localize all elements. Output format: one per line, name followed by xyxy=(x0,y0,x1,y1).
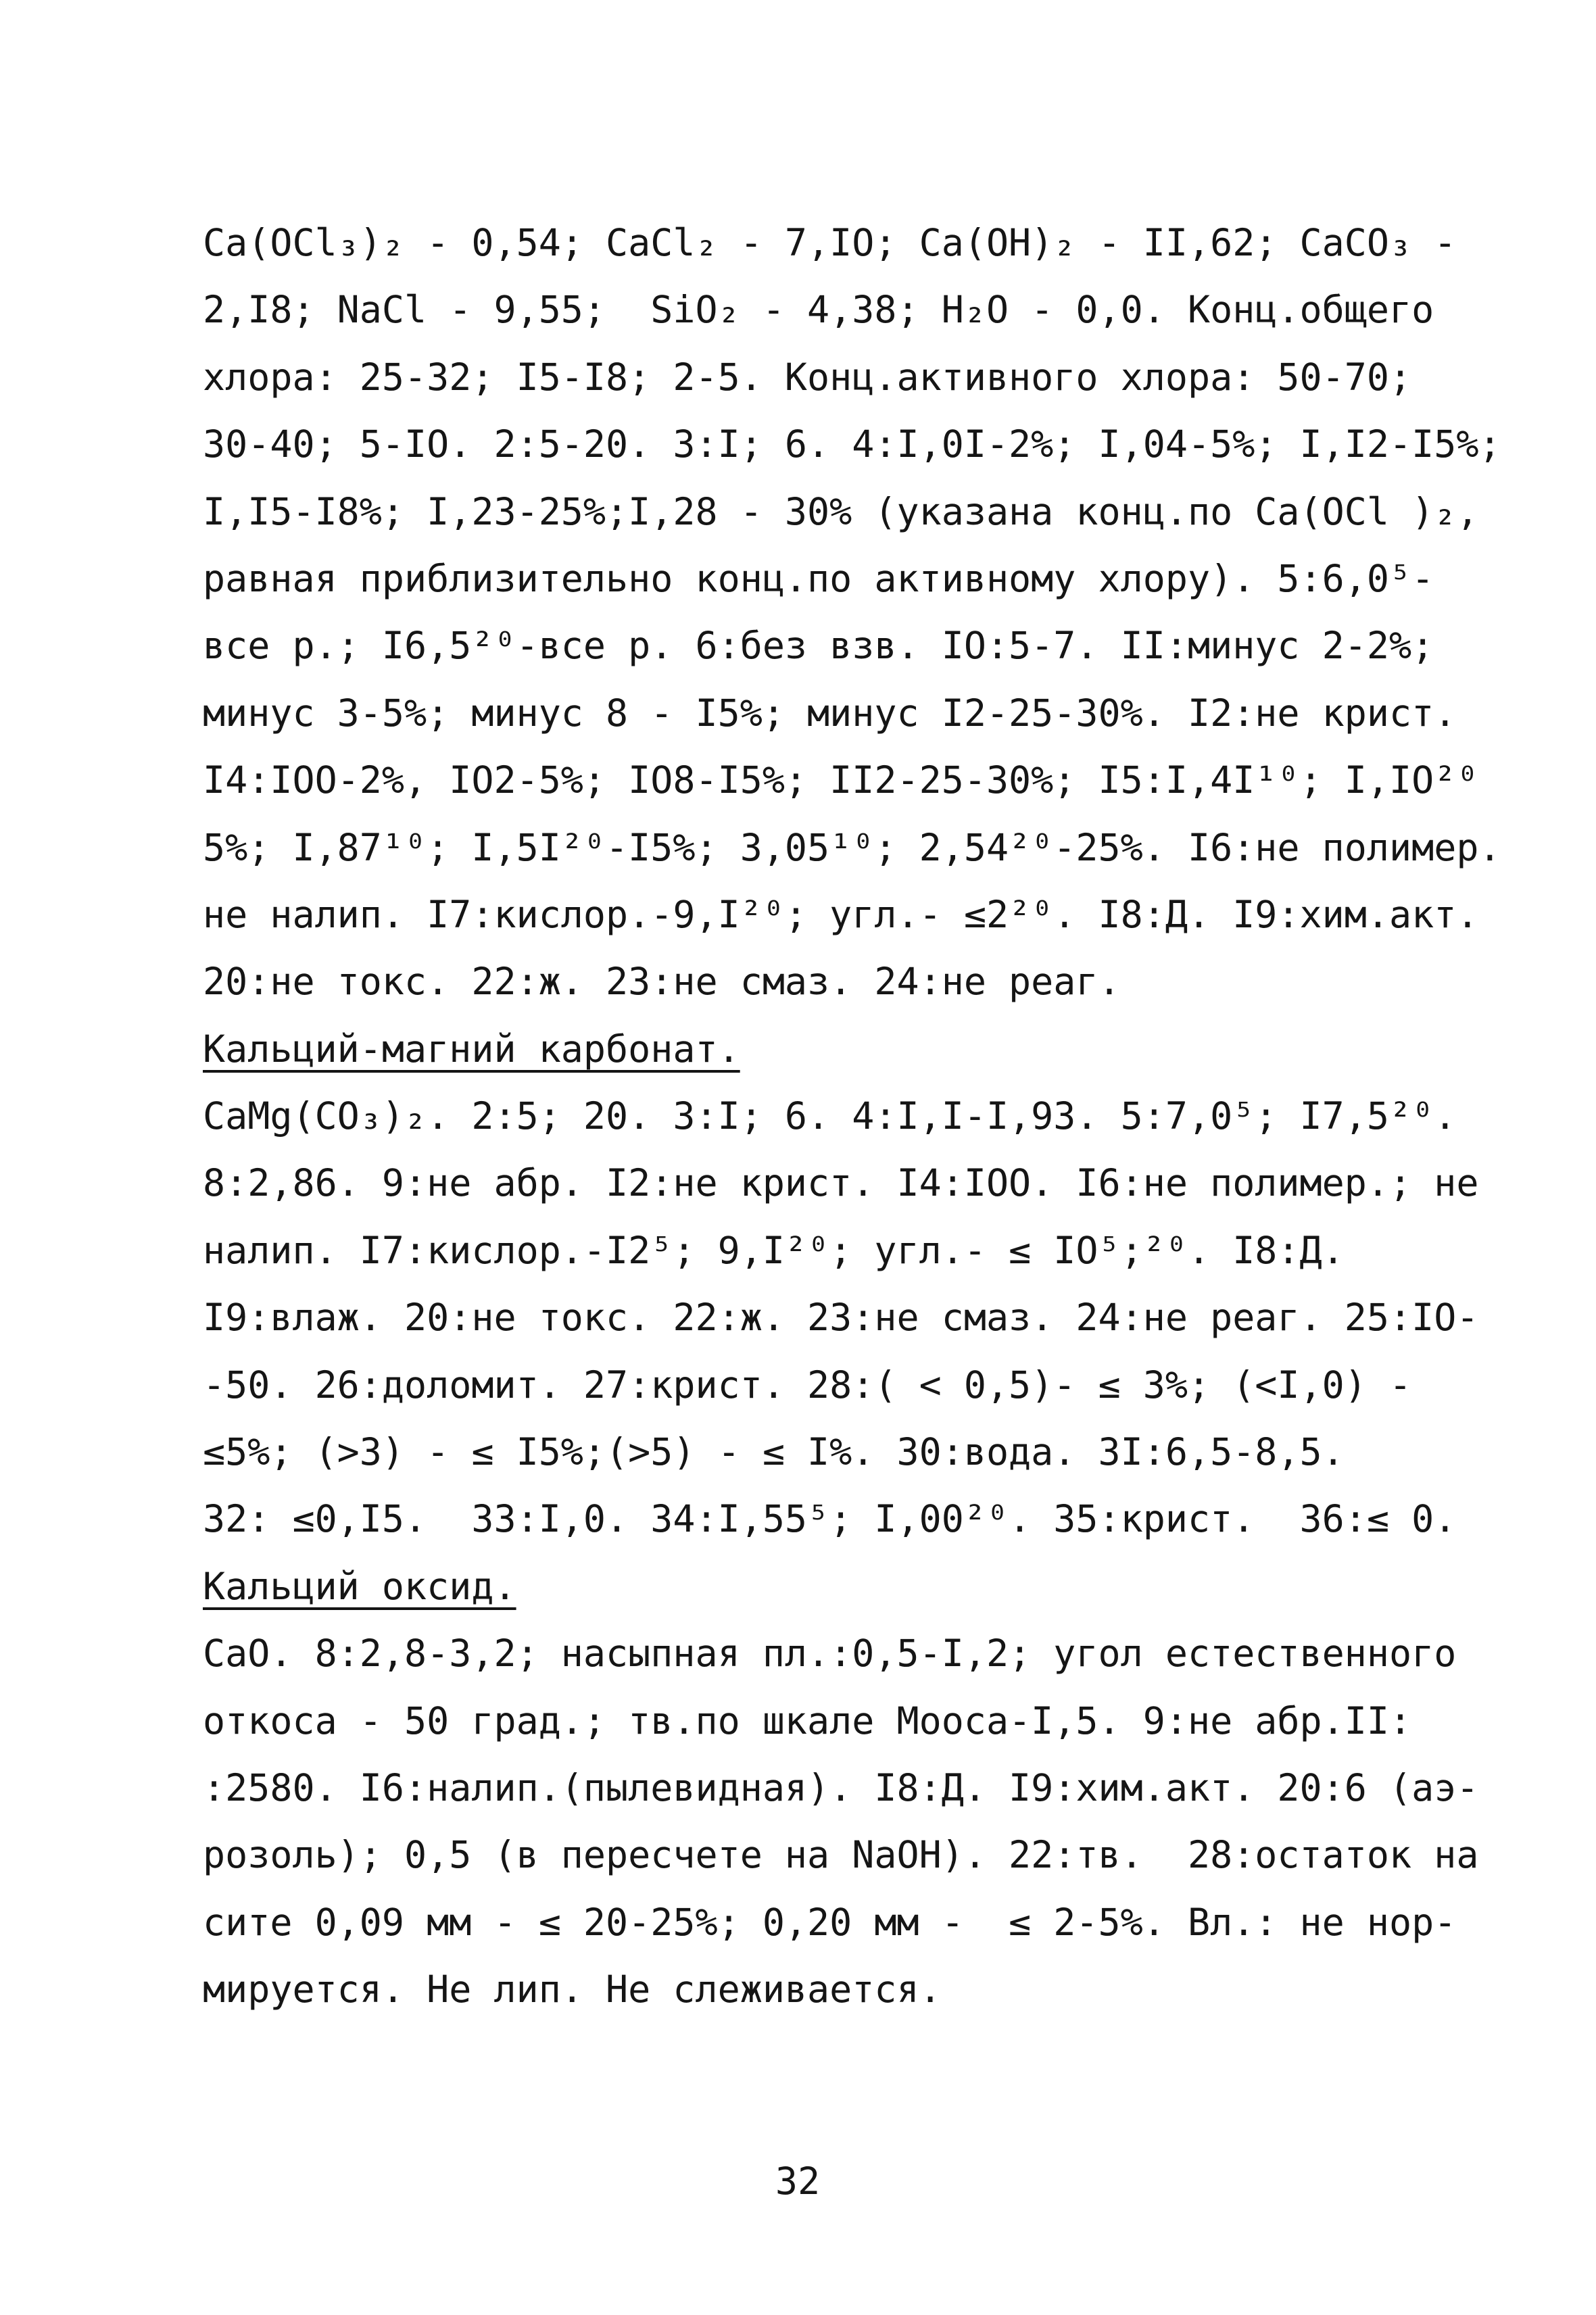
page-number: 32 xyxy=(775,2160,821,2203)
text-line: равная приблизительно конц.по активному хлору). 5:6,0⁵- xyxy=(203,556,1434,600)
section-heading-text: Кальций-магний карбонат. xyxy=(203,1027,740,1071)
document-body xyxy=(203,210,1501,2024)
text-line: ≤5%; (>3) - ≤ I5%;(>5) - ≤ I%. 30:вода. 3I:6,5-8,5. xyxy=(203,1430,1345,1474)
text-line: Ca(OCl₃)₂ - 0,54; CaCl₂ - 7,IO; Ca(OH)₂ - II,62; CaCO₃ - xyxy=(203,221,1457,264)
text-line: откоса - 50 град.; тв.по шкале Мооса-I,5. 9:не абр.II: xyxy=(203,1699,1412,1743)
section-heading-text: Кальций оксид. xyxy=(203,1564,516,1608)
text-line: CaO. 8:2,8-3,2; насыпная пл.:0,5-I,2; угол естественного xyxy=(203,1632,1457,1676)
text-line: 20:не токс. 22:ж. 23:не смаз. 24:не реаг. xyxy=(203,960,1121,1004)
section-heading-calcium-oxide xyxy=(203,1553,1426,1620)
text-line: все р.; I6,5²⁰-все р. 6:без взв. IO:5-7. II:минус 2-2%; xyxy=(203,624,1434,668)
text-line: :2580. I6:налип.(пылевидная). I8:Д. I9:хим.акт. 20:6 (аэ- xyxy=(203,1765,1479,1809)
text-line: хлора: 25-32; I5-I8; 2-5. Конц.активного хлора: 50-70; xyxy=(203,355,1412,399)
text-line: не налип. I7:кислор.-9,I²⁰; угл.- ≤2²⁰. I8:Д. I9:хим.акт. xyxy=(203,892,1479,936)
section-heading-calcium-magnesium-carbonate xyxy=(203,1016,1426,1083)
text-line: налип. I7:кислор.-I2⁵; 9,I²⁰; угл.- ≤ IO⁵;²⁰. I8:Д. xyxy=(203,1228,1345,1272)
text-line: мируется. Не лип. Не слеживается. xyxy=(203,1968,942,2012)
text-line: I,I5-I8%; I,23-25%;I,28 - 30% (указана конц.по Ca(OCl )₂, xyxy=(203,489,1479,533)
text-line: 30-40; 5-IO. 2:5-20. 3:I; 6. 4:I,0I-2%; I,04-5%; I,I2-I5%; xyxy=(203,422,1501,466)
text-line: розоль); 0,5 (в пересчете на NaOH). 22:тв. 28:остаток на xyxy=(203,1833,1479,1877)
text-line: 2,I8; NaCl - 9,55; SiO₂ - 4,38; H₂O - 0,0. Конц.общего xyxy=(203,288,1434,332)
text-line: CaMg(CO₃)₂. 2:5; 20. 3:I; 6. 4:I,I-I,93. 5:7,0⁵; I7,5²⁰. xyxy=(203,1094,1457,1138)
text-line: минус 3-5%; минус 8 - I5%; минус I2-25-30%. I2:не крист. xyxy=(203,691,1457,735)
text-line: 8:2,86. 9:не абр. I2:не крист. I4:IOO. I6:не полимер.; не xyxy=(203,1161,1479,1205)
text-line: I4:IOO-2%, IO2-5%; IO8-I5%; II2-25-30%; I5:I,4I¹⁰; I,IO²⁰ xyxy=(203,758,1479,802)
text-line: сите 0,09 мм - ≤ 20-25%; 0,20 мм - ≤ 2-5%. Вл.: не нор- xyxy=(203,1900,1457,1944)
text-line: 5%; I,87¹⁰; I,5I²⁰-I5%; 3,05¹⁰; 2,54²⁰-25%. I6:не полимер. xyxy=(203,825,1501,869)
text-line: 32: ≤0,I5. 33:I,0. 34:I,55⁵; I,00²⁰. 35:крист. 36:≤ 0. xyxy=(203,1497,1457,1541)
text-line: I9:влаж. 20:не токс. 22:ж. 23:не смаз. 24:не реаг. 25:IO- xyxy=(203,1296,1479,1340)
text-line: -50. 26:доломит. 27:крист. 28:( < 0,5)- ≤ 3%; (<I,0) - xyxy=(203,1363,1412,1407)
